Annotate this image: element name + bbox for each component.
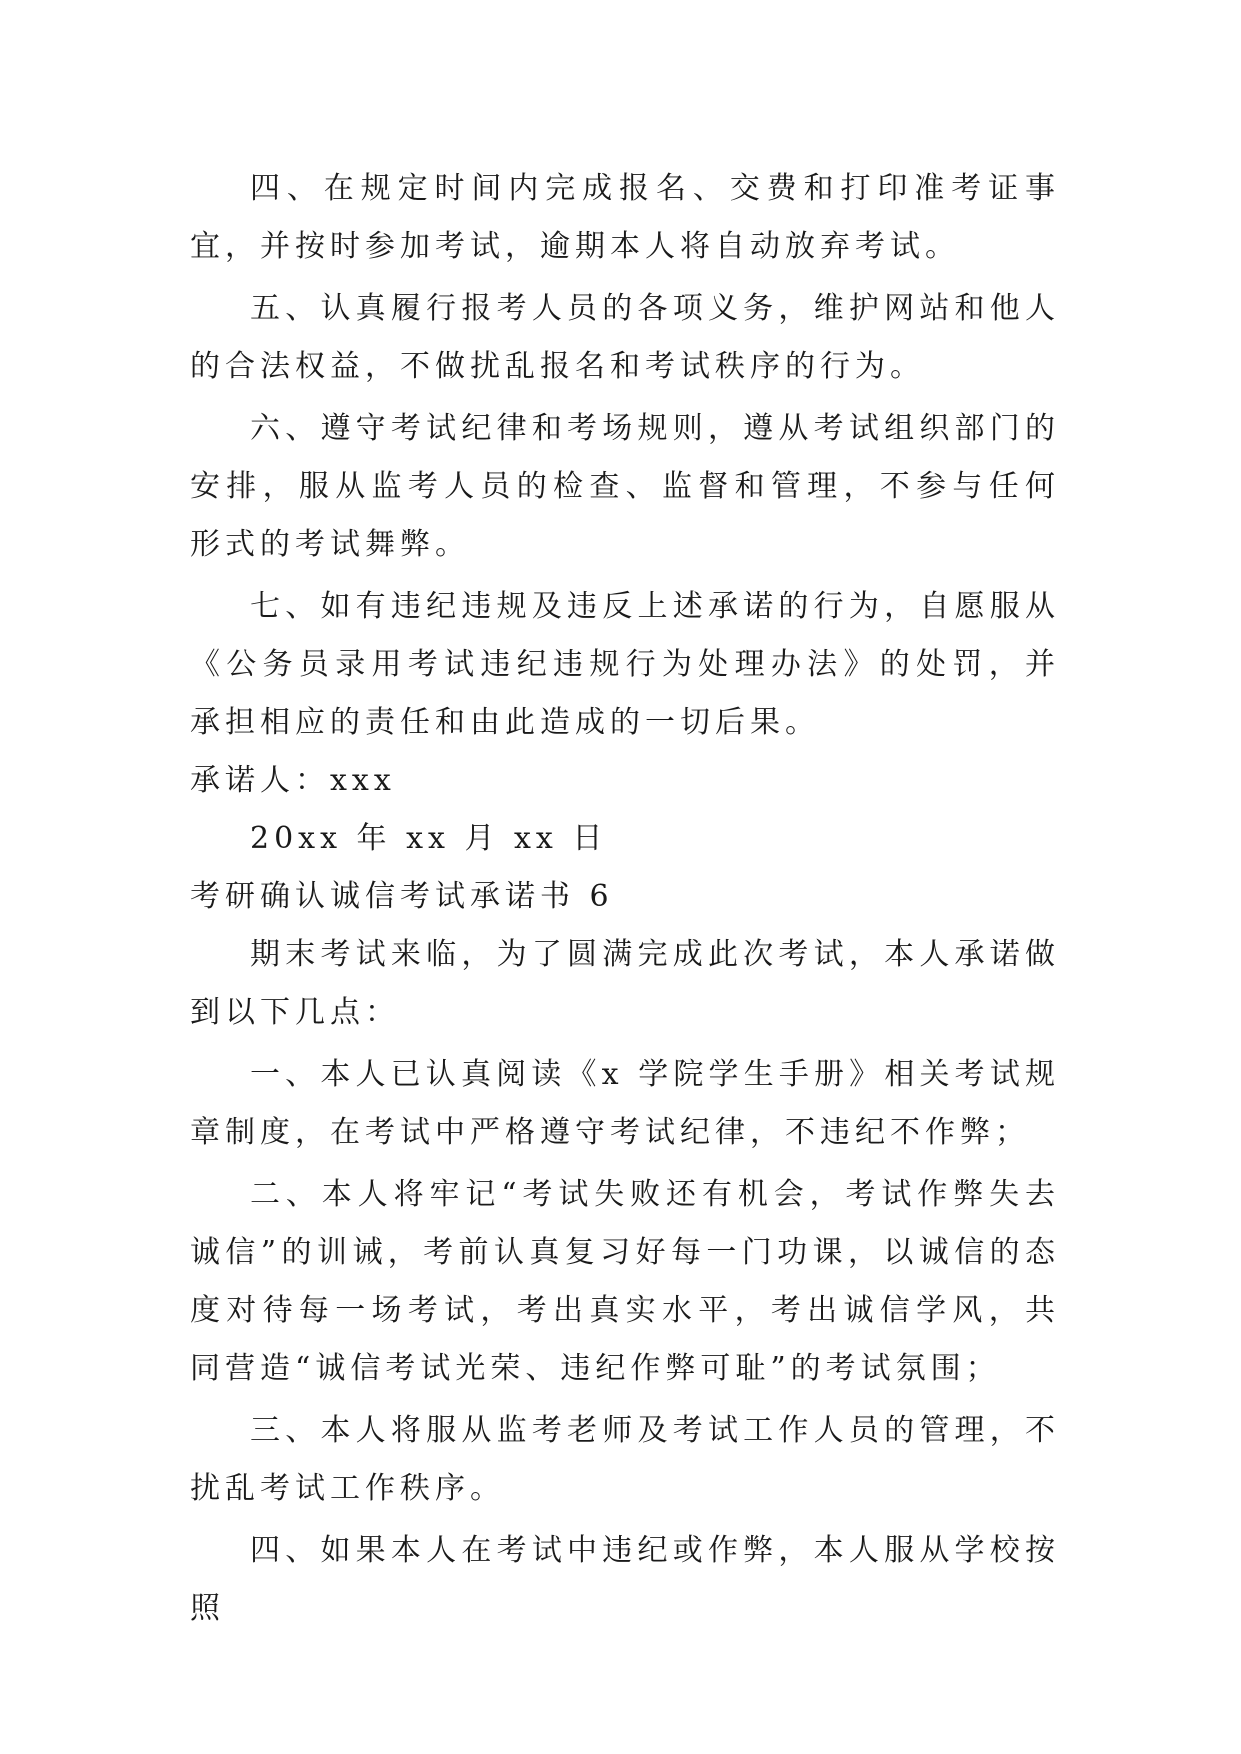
pledge-item-4: 四、如果本人在考试中违纪或作弊，本人服从学校按照 — [190, 1533, 1060, 1626]
document-body — [190, 160, 1060, 1638]
signer-line: 承诺人：xxx — [190, 763, 396, 798]
intro-paragraph: 期末考试来临，为了圆满完成此次考试，本人承诺做到以下几点： — [190, 937, 1060, 1030]
pledge-item-1: 一、本人已认真阅读《x 学院学生手册》相关考试规章制度，在考试中严格遵守考试纪律，不违纪不作弊； — [190, 1057, 1060, 1150]
date-line: 20xx 年 xx 月 xx 日 — [250, 821, 608, 856]
pledge-item-2: 二、本人将牢记“考试失败还有机会，考试作弊失去诚信”的训诫，考前认真复习好每一门功课，以诚信的态度对待每一场考试，考出真实水平，考出诚信学风，共同营造“诚信考试光荣、违纪作弊可耻”的考试氛围； — [190, 1177, 1060, 1386]
pledge-item-3: 三、本人将服从监考老师及考试工作人员的管理，不扰乱考试工作秩序。 — [190, 1413, 1060, 1506]
section-title: 考研确认诚信考试承诺书 6 — [190, 879, 614, 914]
paragraph-item-6: 六、遵守考试纪律和考场规则，遵从考试组织部门的安排，服从监考人员的检查、监督和管理，不参与任何形式的考试舞弊。 — [190, 411, 1060, 562]
paragraph-item-5: 五、认真履行报考人员的各项义务，维护网站和他人的合法权益，不做扰乱报名和考试秩序的行为。 — [190, 291, 1060, 384]
paragraph-item-7: 七、如有违纪违规及违反上述承诺的行为，自愿服从《公务员录用考试违纪违规行为处理办法》的处罚，并承担相应的责任和由此造成的一切后果。 — [190, 589, 1060, 740]
paragraph-item-4: 四、在规定时间内完成报名、交费和打印准考证事宜，并按时参加考试，逾期本人将自动放弃考试。 — [190, 171, 1060, 264]
